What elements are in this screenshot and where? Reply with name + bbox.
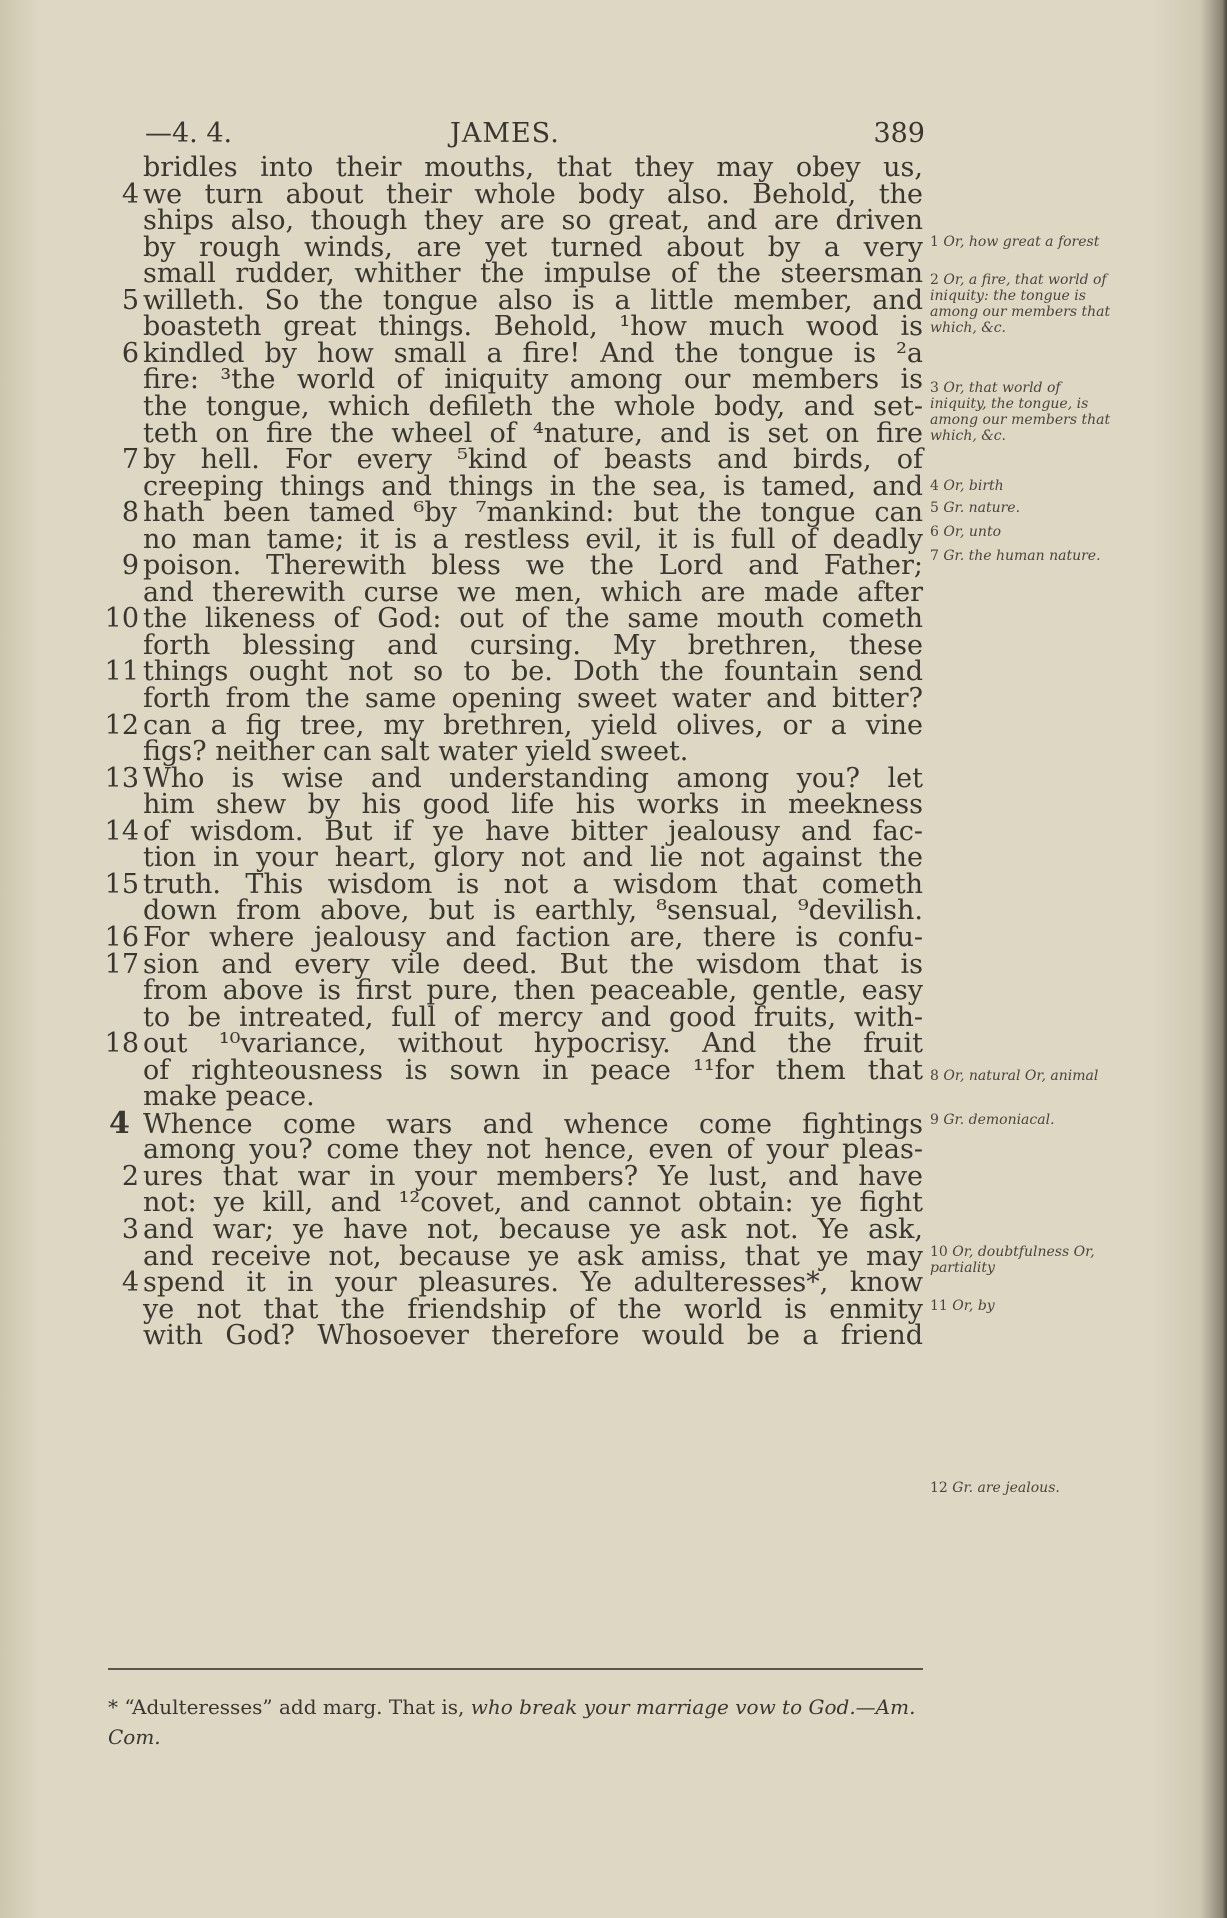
margin-note-number: 8 — [930, 1068, 939, 1084]
line-text: from above is first pure, then peaceable, gentle, easy — [143, 975, 923, 1007]
margin-note — [930, 234, 1115, 250]
line-text: the likeness of God: out of the same mouth cometh — [143, 603, 923, 635]
margin-note — [930, 1244, 1115, 1276]
verse-number: 17 — [104, 948, 139, 980]
line-text: For where jealousy and faction are, there is confu- — [143, 921, 923, 953]
verse-number: 6 — [121, 337, 139, 369]
line-text: hath been tamed ⁶by ⁷mankind: but the tongue can — [143, 497, 923, 529]
line-text: forth blessing and cursing. My brethren, these — [143, 629, 923, 661]
margin-note-number: 7 — [930, 548, 939, 564]
line-text: with God? Whosoever therefore would be a friend — [143, 1320, 923, 1352]
verse-number: 10 — [104, 603, 139, 635]
verse-number: 5 — [121, 284, 139, 316]
margin-note-number: 9 — [930, 1112, 939, 1128]
line-text: of righteousness is sown in peace ¹¹for them that — [143, 1054, 923, 1086]
line-text: bridles into their mouths, that they may obey us, — [143, 152, 923, 183]
line-text: we turn about their whole body also. Behold, the — [143, 178, 923, 210]
verse-number: 4 — [121, 1267, 139, 1299]
margin-note-text: Or, doubtfulness Or, partiality — [930, 1244, 1095, 1276]
margin-note-number: 4 — [930, 478, 939, 494]
line-text: ships also, though they are so great, and are driven — [143, 205, 923, 237]
footnote-italic: who break your marriage vow to God.—Am. Com. — [108, 1695, 916, 1749]
margin-note-number: 5 — [930, 500, 939, 516]
margin-note-number: 2 — [930, 272, 939, 288]
margin-note-text: Or, by — [952, 1298, 995, 1314]
text-line — [95, 1320, 923, 1352]
line-text: forth from the same opening sweet water and bitter? — [143, 683, 923, 714]
margin-note-number: 6 — [930, 524, 939, 540]
margin-note — [930, 380, 1115, 444]
line-text: and therewith curse we men, which are made after — [143, 576, 923, 608]
line-text: poison. Therewith bless we the Lord and Father; — [143, 550, 923, 582]
verse-number: 13 — [104, 762, 139, 794]
line-text: spend it in your pleasures. Ye adulteresses*, know — [143, 1267, 923, 1299]
margin-note-text: Gr. demoniacal. — [943, 1112, 1055, 1128]
margin-note — [930, 1298, 1115, 1314]
line-text: out ¹⁰variance, without hypocrisy. And the fruit — [143, 1028, 923, 1060]
margin-note — [930, 500, 1115, 516]
line-text: boasteth great things. Behold, ¹how much wood is — [143, 311, 923, 343]
line-text: among you? come they not hence, even of your pleas- — [143, 1134, 923, 1166]
margin-note-number: 11 — [930, 1298, 948, 1314]
margin-note — [930, 548, 1115, 564]
margin-note-text: Or, that world of iniquity, the tongue, is among our members that which, &c. — [930, 380, 1111, 444]
margin-note-text: Or, unto — [943, 524, 1001, 540]
margin-note-number: 3 — [930, 380, 939, 396]
footnote-divider — [108, 1668, 923, 1670]
margin-note-text: Or, a fire, that world of iniquity: the tongue is among our members that which, &c. — [930, 272, 1111, 336]
header-book-title: JAMES. — [450, 118, 560, 149]
line-text: things ought not so to be. Doth the fountain send — [143, 656, 923, 688]
line-text: and receive not, because ye ask amiss, that ye may — [143, 1240, 923, 1272]
chapter-number: 4 — [109, 1105, 130, 1141]
verse-number: 2 — [121, 1160, 139, 1192]
line-text: by hell. For every ⁵kind of beasts and birds, of — [143, 444, 923, 476]
verse-number: 3 — [121, 1214, 139, 1245]
margin-note-text: Or, birth — [943, 478, 1004, 494]
verse-number: 14 — [104, 815, 139, 847]
verse-number: 8 — [121, 497, 139, 529]
line-text: make peace. — [143, 1081, 315, 1113]
line-text: tion in your heart, glory not and lie not against the — [143, 842, 923, 874]
margin-note — [930, 1068, 1115, 1084]
margin-note-number: 1 — [930, 234, 939, 250]
margin-note-text: Gr. nature. — [943, 500, 1021, 516]
verse-number: 15 — [104, 868, 139, 900]
line-text: fire: ³the world of iniquity among our members is — [143, 364, 923, 396]
line-text: and war; ye have not, because ye ask not. Ye ask, — [143, 1214, 923, 1245]
line-text: to be intreated, full of mercy and good fruits, with- — [143, 1001, 923, 1033]
margin-note — [930, 478, 1115, 494]
line-text: ures that war in your members? Ye lust, and have — [143, 1160, 923, 1192]
line-text: him shew by his good life his works in meekness — [143, 789, 923, 821]
verse-number: 9 — [121, 550, 139, 582]
margin-note — [930, 1112, 1115, 1128]
page-number: 389 — [873, 118, 925, 149]
footnote-plain: * “Adulteresses” add marg. That is, — [108, 1695, 465, 1719]
line-text: figs? neither can salt water yield sweet. — [143, 736, 689, 768]
footnote — [108, 1692, 928, 1752]
margin-note-text: Gr. are jealous. — [952, 1480, 1060, 1496]
line-text: sion and every vile deed. But the wisdom that is — [143, 948, 923, 980]
line-text: down from above, but is earthly, ⁸sensual, ⁹devilish. — [143, 895, 923, 927]
line-text: truth. This wisdom is not a wisdom that cometh — [143, 868, 923, 900]
line-text: can a fig tree, my brethren, yield olives, or a vine — [143, 709, 923, 741]
margin-note — [930, 1480, 1115, 1496]
verse-number: 11 — [104, 656, 139, 688]
margin-note — [930, 272, 1115, 336]
line-text: Who is wise and understanding among you? let — [143, 762, 923, 794]
line-text: no man tame; it is a restless evil, it is full of deadly — [143, 523, 923, 555]
line-text: small rudder, whither the impulse of the steersman — [143, 258, 923, 290]
line-text: of wisdom. But if ye have bitter jealousy and fac- — [143, 815, 923, 847]
line-text: ye not that the friendship of the world is enmity — [143, 1293, 923, 1325]
verse-number: 16 — [104, 921, 139, 953]
line-text: willeth. So the tongue also is a little member, and — [143, 284, 923, 316]
verse-number: 7 — [121, 444, 139, 476]
line-text: not: ye kill, and ¹²covet, and cannot obtain: ye fight — [143, 1187, 923, 1219]
margin-note-text: Gr. the human nature. — [943, 548, 1101, 564]
line-text: kindled by how small a fire! And the tongue is ²a — [143, 337, 923, 369]
verse-number: 18 — [104, 1028, 139, 1060]
verse-number: 4 — [121, 178, 139, 210]
line-text: Whence come wars and whence come fightings — [143, 1108, 923, 1140]
line-text: creeping things and things in the sea, is tamed, and — [143, 470, 923, 502]
margin-note-number: 10 — [930, 1244, 948, 1260]
margin-note-text: Or, natural Or, animal — [943, 1068, 1099, 1084]
verse-number: 12 — [104, 709, 139, 741]
line-text: the tongue, which defileth the whole body, and set- — [143, 390, 923, 422]
line-text: by rough winds, are yet turned about by a very — [143, 231, 923, 263]
margin-note-number: 12 — [930, 1480, 948, 1496]
line-text: teth on fire the wheel of ⁴nature, and is set on fire — [143, 417, 923, 449]
header-chapter-ref: —4. 4. — [145, 118, 233, 149]
margin-note — [930, 524, 1115, 540]
margin-note-text: Or, how great a forest — [943, 234, 1100, 250]
